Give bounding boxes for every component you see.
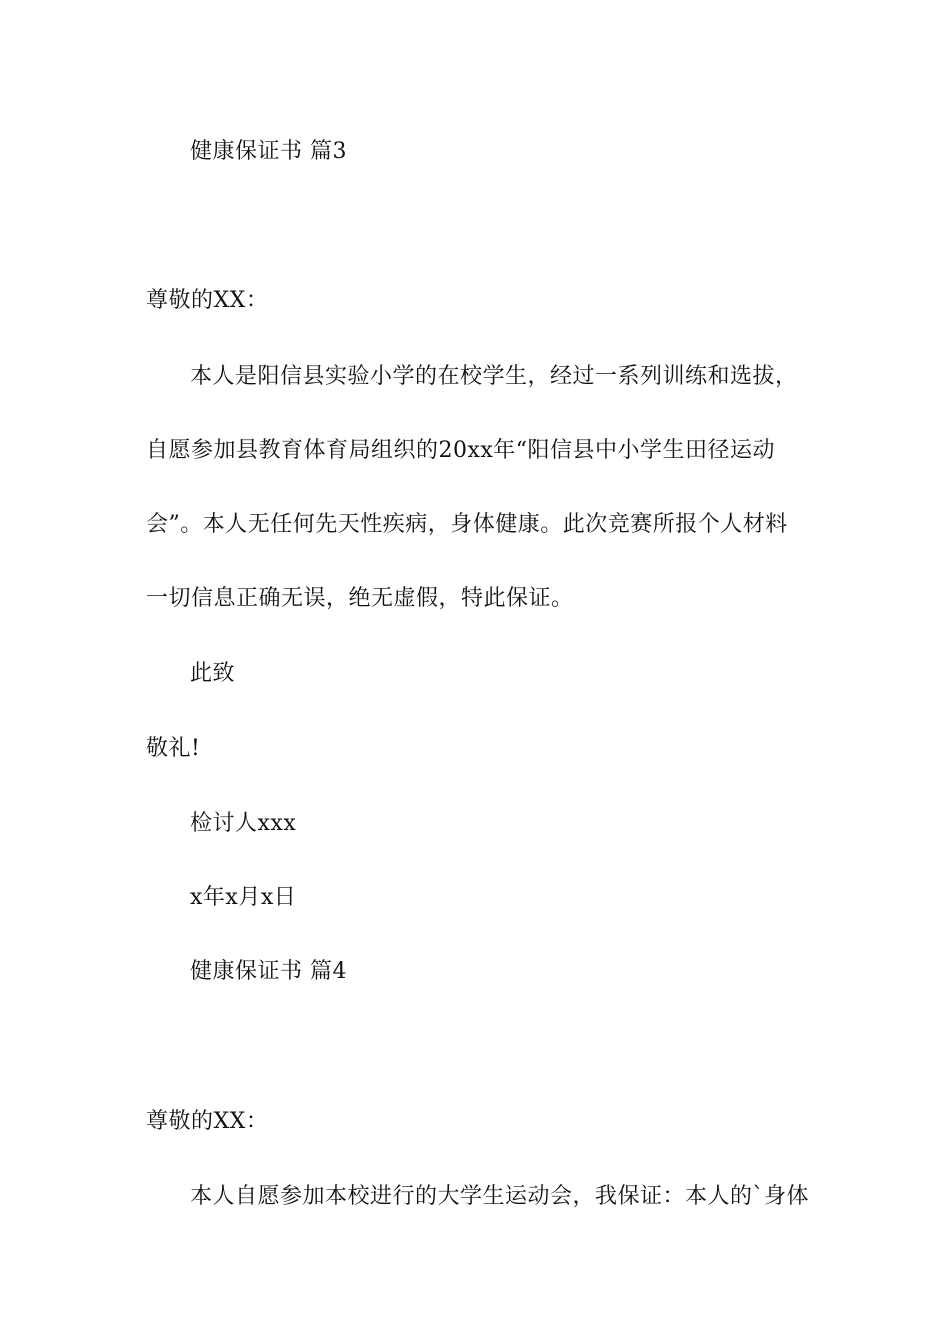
section4-body-line-1: 本人自愿参加本校进行的大学生运动会，我保证：本人的`身体 — [190, 1184, 810, 1209]
section3-closing-ci-zhi: 此致 — [190, 661, 236, 686]
section4-heading: 健康保证书 篇4 — [190, 959, 347, 984]
section3-body-line-4: 一切信息正确无误，绝无虚假，特此保证。 — [146, 586, 574, 611]
section3-salutation: 尊敬的XX： — [146, 288, 269, 313]
section3-heading: 健康保证书 篇3 — [190, 139, 347, 164]
section3-signer: 检讨人xxx — [190, 811, 297, 836]
section3-body-line-1: 本人是阳信县实验小学的在校学生，经过一系列训练和选拔， — [190, 364, 798, 389]
section3-body-line-2: 自愿参加县教育体育局组织的20xx年“阳信县中小学生田径运动 — [146, 438, 776, 463]
section4-salutation: 尊敬的XX： — [146, 1109, 269, 1134]
section3-body-line-3: 会”。本人无任何先天性疾病，身体健康。此次竞赛所报个人材料 — [146, 512, 788, 537]
section3-date: x年x月x日 — [190, 885, 297, 910]
section3-closing-jing-li: 敬礼! — [146, 736, 201, 761]
